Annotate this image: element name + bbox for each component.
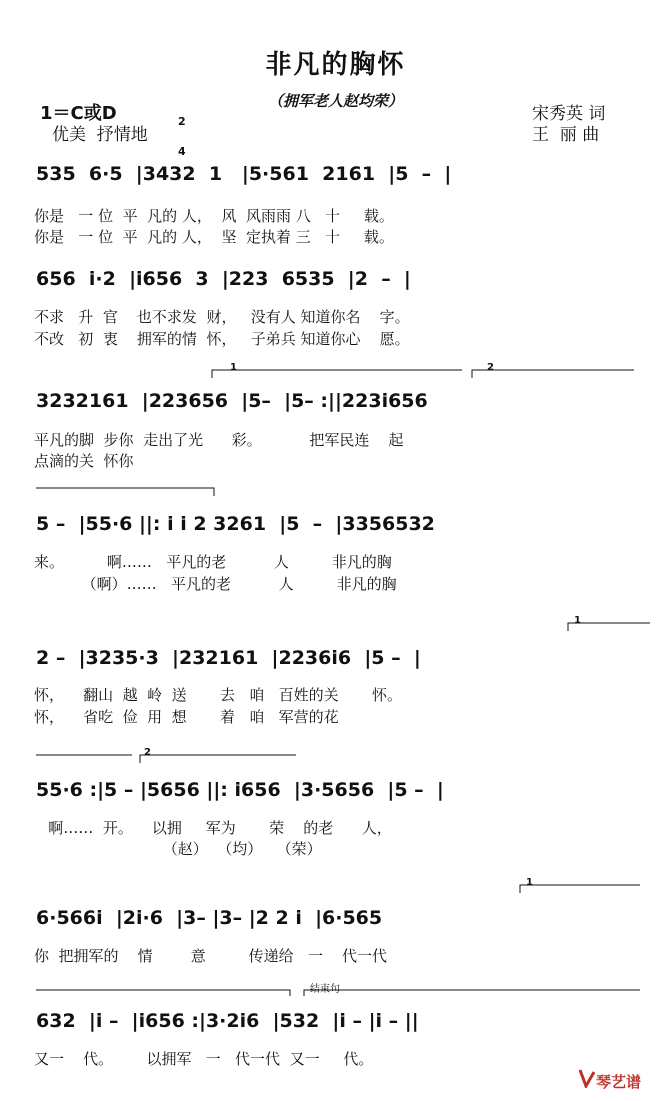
- lyric-row-5-verse-1: 怀， 翻山 越 岭 送 去 咱 百姓的关 怀。: [34, 686, 403, 704]
- lyric-row-4-verse-2: （啊）…… 平凡的老 人 非凡的胸: [34, 575, 397, 593]
- lyric-row-2-verse-1: 不求 升 官 也不求发 财， 没有人 知道你名 字。: [34, 308, 410, 326]
- volta-1-label-row-7: 1: [526, 877, 533, 888]
- notation-row-8: 632 |i – |i656 :|3·2i6 |532 |i – |i – ||: [36, 1010, 419, 1032]
- volta-2-label-row-6: 2: [144, 747, 151, 758]
- lyric-row-6-verse-1: 啊…… 开。 以拥 军为 荣 的老 人，: [34, 819, 392, 837]
- lyric-row-6-verse-2: （赵） （均） （荣）: [34, 840, 322, 858]
- time-signature-top: 2: [178, 115, 186, 128]
- volta-2-label-row-3: 2: [487, 362, 494, 373]
- notation-row-6: 55·6 :|5 – |5656 ||: i656 |3·5656 |5 – |: [36, 779, 444, 801]
- lyric-row-1-verse-1: 你是 一 位 平 凡的 人， 风 风雨雨 八 十 载。: [34, 207, 394, 225]
- lyric-row-3-verse-2: 点滴的关 怀你: [34, 452, 134, 470]
- notation-row-1: 535 6·5 |3432 1 |5·561 2161 |5 – |: [36, 163, 452, 185]
- notation-row-7: 6·566i |2i·6 |3– |3– |2 2 i |6·565: [36, 907, 383, 929]
- key-signature: 1＝C或D: [40, 103, 117, 124]
- watermark-text: 琴艺谱: [596, 1073, 642, 1091]
- time-signature-bottom: 4: [178, 145, 186, 158]
- lyricist-credit: 宋秀英 词: [532, 104, 606, 124]
- lyric-row-3-verse-1: 平凡的脚 步你 走出了光 彩。 把军民连 起: [34, 431, 404, 449]
- song-subtitle: （拥军老人赵均荣）: [267, 92, 403, 110]
- lyric-row-8-verse-1: 又一 代。 以拥军 一 代一代 又一 代。: [34, 1050, 374, 1068]
- composer-credit: 王 丽 曲: [532, 125, 600, 145]
- lyric-row-5-verse-2: 怀， 省吃 俭 用 想 着 咱 军营的花: [34, 708, 339, 726]
- lyric-row-4-verse-1: 来。 啊…… 平凡的老 人 非凡的胸: [34, 553, 392, 571]
- lyric-row-2-verse-2: 不改 初 衷 拥军的情 怀， 子弟兵 知道你心 愿。: [34, 330, 410, 348]
- notation-row-5: 2 – |3235·3 |232161 |2236i6 |5 – |: [36, 647, 421, 669]
- song-title: 非凡的胸怀: [265, 50, 406, 80]
- lyric-row-1-verse-2: 你是 一 位 平 凡的 人， 坚 定执着 三 十 载。: [34, 228, 394, 246]
- ending-phrase-label: 结束句: [310, 984, 340, 995]
- notation-row-3: 3232161 |223656 |5– |5– :||223i656: [36, 390, 428, 412]
- qinyipu-logo-icon: [578, 1068, 596, 1088]
- tempo-mood: 优美 抒情地: [52, 125, 148, 145]
- volta-1-label-row-3: 1: [230, 362, 237, 373]
- time-signature: [178, 97, 186, 167]
- notation-row-2: 656 i·2 |i656 3 |223 6535 |2 – |: [36, 268, 411, 290]
- notation-row-4: 5 – |55·6 ||: i i 2 3261 |5 – |3356532: [36, 513, 435, 535]
- lyric-row-7-verse-1: 你 把拥军的 情 意 传递给 一 代一代: [34, 947, 388, 965]
- volta-1-label-row-5: 1: [574, 615, 581, 626]
